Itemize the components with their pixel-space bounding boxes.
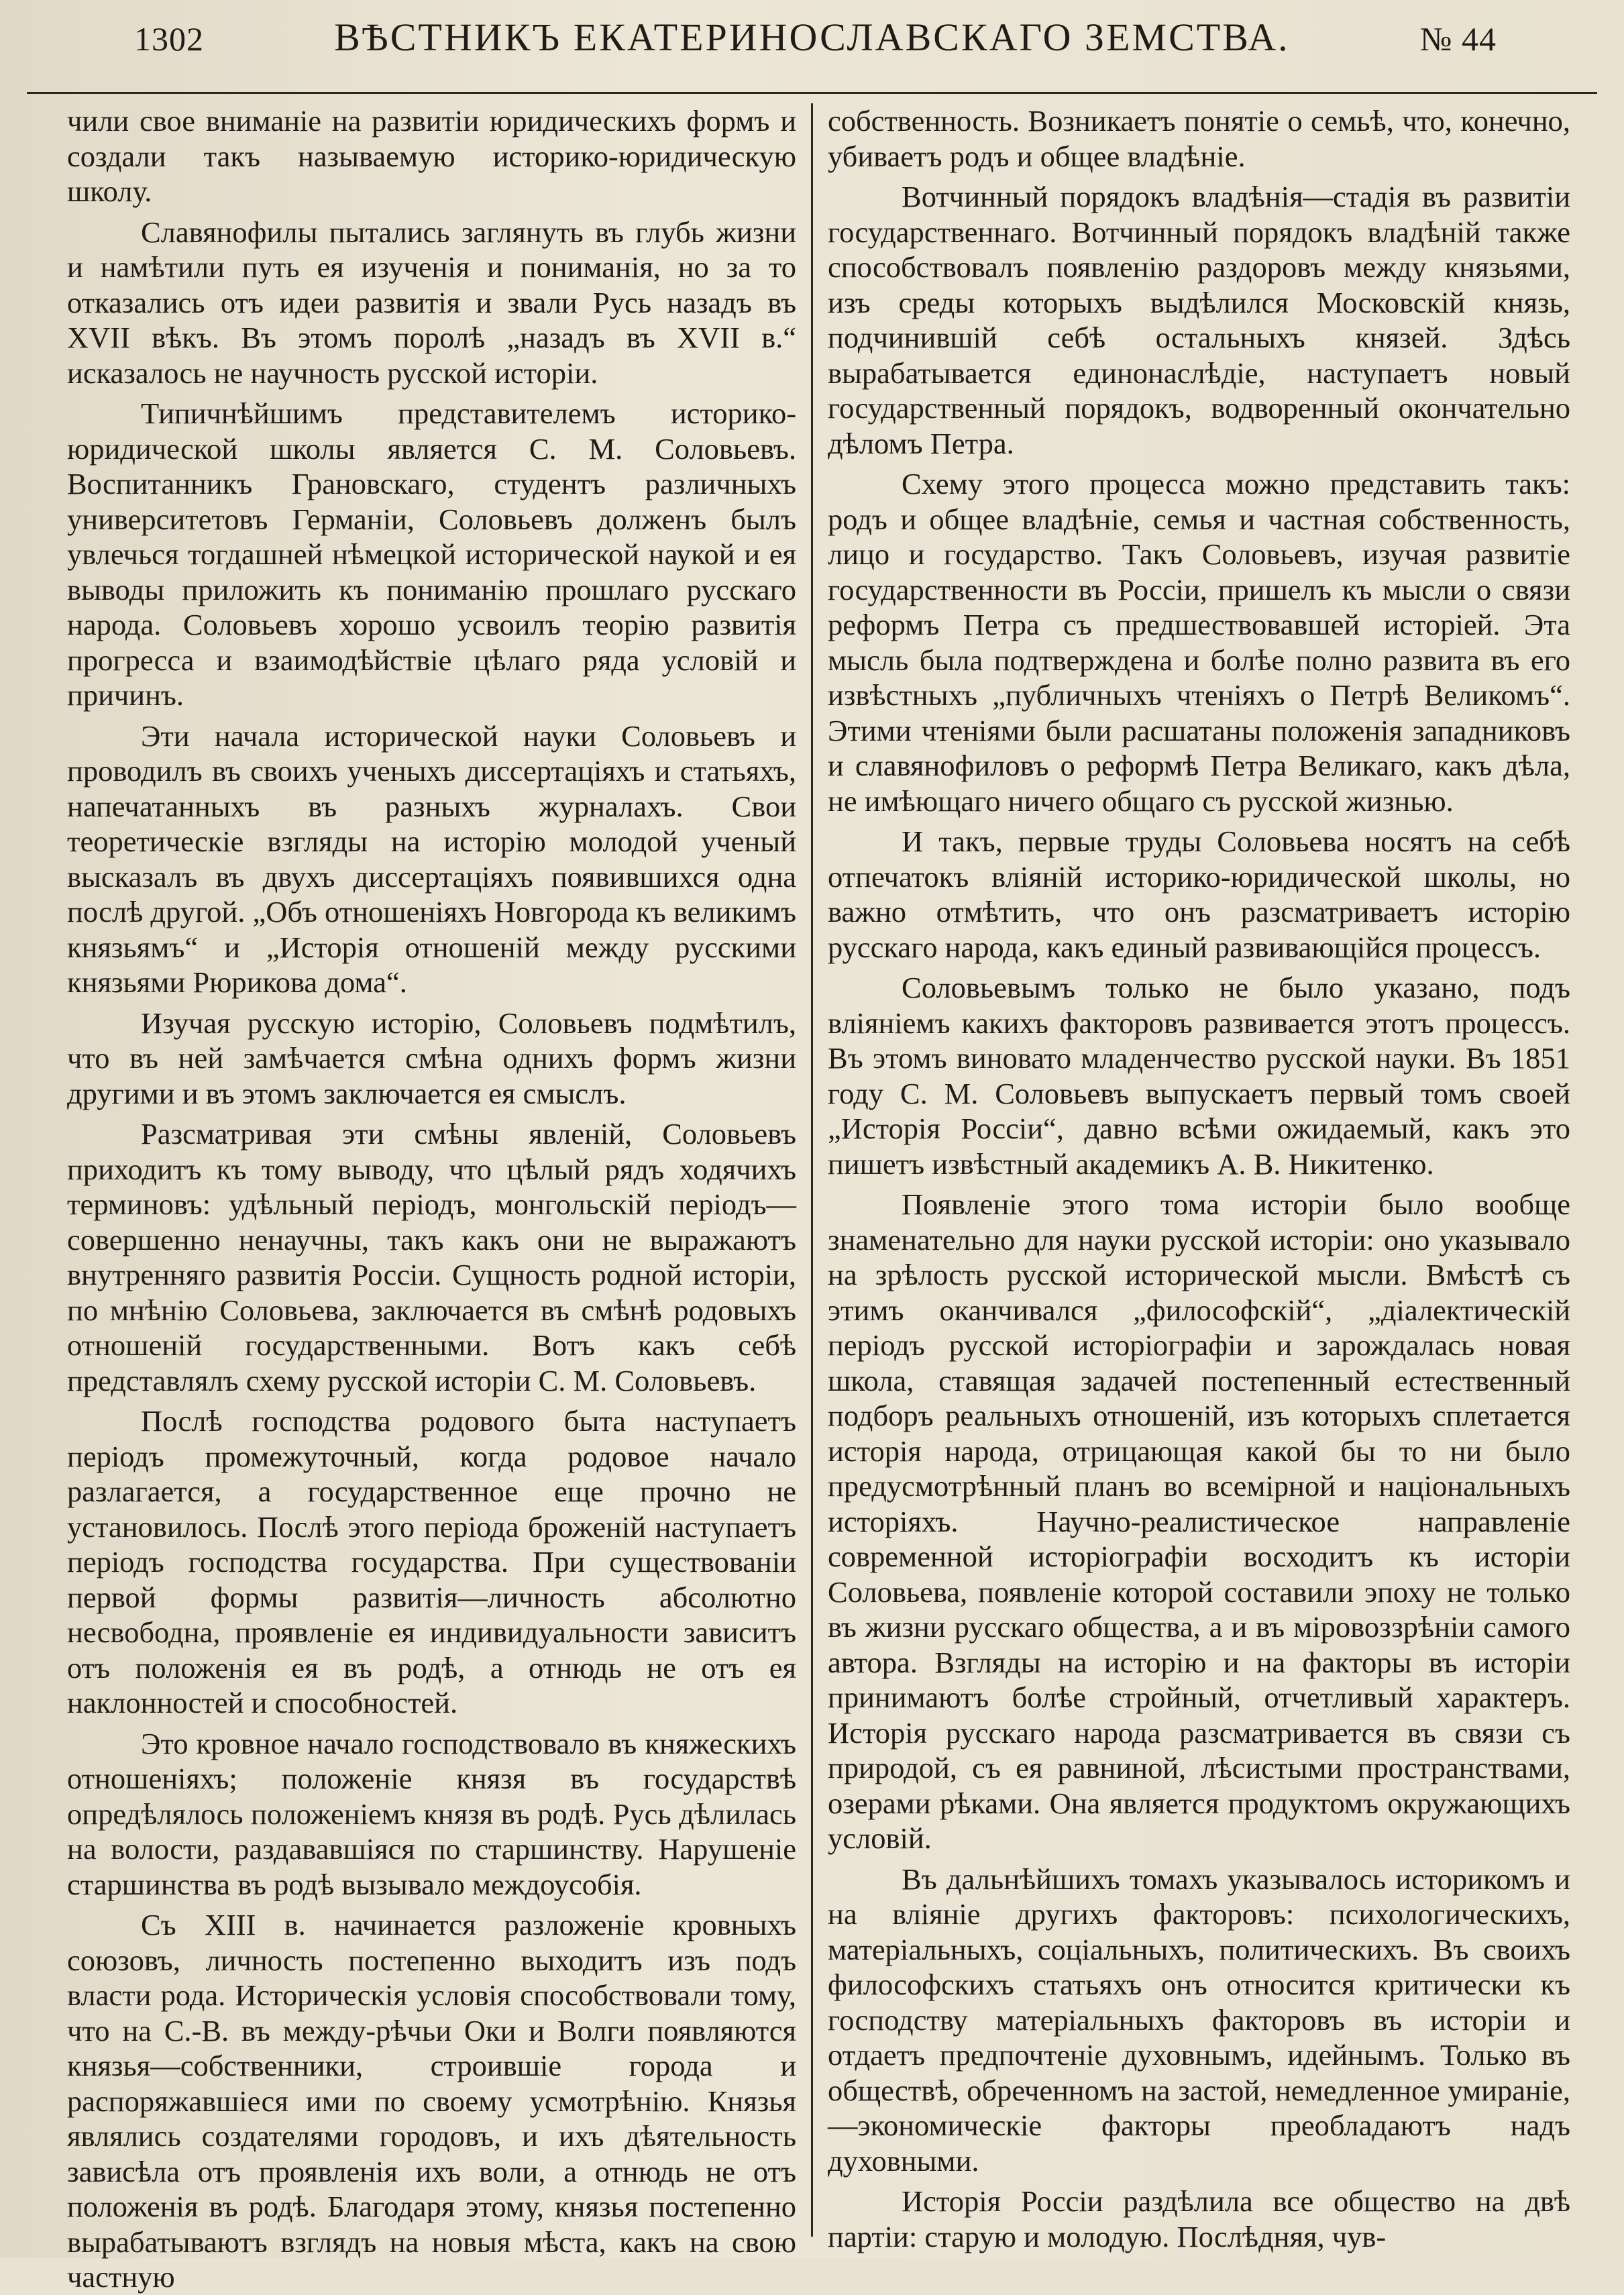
- paragraph: Вотчинный порядокъ владѣнія—стадія въ развитіи государственнаго. Вотчинный порядокъ владѣній также способствовалъ появленію раздоровъ между князьями, изъ среды которыхъ выдѣлился Московскій князь, подчинившій себѣ остальныхъ князей. Здѣсь вырабатывается единонаслѣдіе, наступаетъ новый государственный порядокъ, водворенный окончательно дѣломъ Петра.: [828, 180, 1571, 460]
- paragraph: чили свое вниманіе на развитіи юридическихъ формъ и создали такъ называемую историко-юридическую школу.: [67, 104, 797, 208]
- paragraph: Соловьевымъ только не было указано, подъ вліяніемъ какихъ факторовъ развивается этотъ процессъ. Въ этомъ виновато младенчество русской науки. Въ 1851 году С. М. Соловьевъ выпускаетъ первый томъ своей „Исторія Россіи“, давно всѣми ожидаемый, какъ это пишетъ извѣстный академикъ А. В. Никитенко.: [828, 971, 1571, 1181]
- right-column: [813, 103, 1597, 2253]
- paragraph: Это кровное начало господствовало въ княжескихъ отношеніяхъ; положеніе князя въ государствѣ опредѣлялось положеніемъ князя въ родѣ. Русь дѣлилась на волости, раздававшіяся по старшинству. Нарушеніе старшинства въ родѣ вызывало междоусобія.: [67, 1726, 797, 1901]
- paragraph: Схему этого процесса можно представить такъ: родъ и общее владѣніе, семья и частная собственность, лицо и государство. Такъ Соловьевъ, изучая развитіе государственности въ Россіи, пришелъ къ мысли о связи реформъ Петра съ предшествовавшей исторіей. Эта мысль была подтверждена и болѣе полно развита въ его извѣстныхъ „публичныхъ чтеніяхъ о Петрѣ Великомъ“. Этими чтеніями были расшатаны положенія западниковъ и славянофиловъ о реформѣ Петра Великаго, какъ дѣла, не имѣющаго ничего общаго съ русской жизнью.: [828, 467, 1571, 818]
- page-number: 1302: [134, 20, 204, 58]
- paragraph: Славянофилы пытались заглянуть въ глубь жизни и намѣтили путь ея изученія и пониманія, но за то отказались отъ идеи развитія и звали Русь назадъ въ XVII вѣкъ. Въ этомъ поролѣ „назадъ въ XVII в.“ исказалось не научность русской исторіи.: [67, 215, 797, 390]
- paragraph: собственность. Возникаетъ понятіе о семьѣ, что, конечно, убиваетъ родъ и общее владѣніе.: [828, 104, 1571, 173]
- paragraph: Разсматривая эти смѣны явленій, Соловьевъ приходитъ къ тому выводу, что цѣлый рядъ ходячихъ терминовъ: удѣльный періодъ, монгольскій періодъ—совершенно ненаучны, такъ какъ они не выражаютъ внутренняго развитія Россіи. Сущность родной исторіи, по мнѣнію Соловьева, заключается въ смѣнѣ родовыхъ отношеній государственными. Вотъ какъ себѣ представлялъ схему русской исторіи С. М. Соловьевъ.: [67, 1117, 797, 1397]
- paragraph: Эти начала исторической науки Соловьевъ и проводилъ въ своихъ ученыхъ диссертаціяхъ и статьяхъ, напечатанныхъ въ разныхъ журналахъ. Свои теоретическіе взгляды на исторію молодой ученый высказалъ въ двухъ диссертаціяхъ появившихся одна послѣ другой. „Объ отношеніяхъ Новгорода къ великимъ князьямъ“ и „Исторія отношеній между русскими князьями Рюрикова дома“.: [67, 718, 797, 999]
- paragraph: Послѣ господства родового быта наступаетъ періодъ промежуточный, когда родовое начало разлагается, а государственное еще прочно не установилось. Послѣ этого періода броженій наступаетъ періодъ господства государства. При существованіи первой формы развитія—личность абсолютно несвободна, проявленіе ея индивидуальности зависитъ отъ положенія ея въ родѣ, а отнюдь не отъ ея наклонностей и способностей.: [67, 1404, 797, 1719]
- paragraph: И такъ, первые труды Соловьева носятъ на себѣ отпечатокъ вліяній историко-юридической школы, но важно отмѣтить, что онъ разсматриваетъ исторію русскаго народа, какъ единый развивающійся процессъ.: [828, 824, 1571, 964]
- page-header: [27, 15, 1597, 94]
- journal-title: ВѢСТНИКЪ ЕКАТЕРИНОСЛАВСКАГО ЗЕМСТВА.: [334, 15, 1290, 59]
- paragraph: Появленіе этого тома исторіи было вообще знаменательно для науки русской исторіи: оно указывало на зрѣлость русской исторической мысли. Вмѣстѣ съ этимъ оканчивался „философскій“, „діалектическій періодъ русской исторіографіи и зарождалась новая школа, ставящая задачей постепенный естественный подборъ реальныхъ отношеній, изъ которыхъ сплетается исторія народа, отрицающая какой бы то ни было предусмотрѣнный планъ во всемірной и національныхъ исторіяхъ. Научно-реалистическое направленіе современной исторіографіи восходитъ къ исторіи Соловьева, появленіе которой составили эпоху не только въ жизни русскаго общества, а и въ міровоззрѣніи самого автора. Взгляды на исторію и на факторы въ исторіи принимаютъ болѣе стройный, отчетливый характеръ. Исторія русскаго народа разсматривается въ связи съ природой, съ ея равниной, лѣсистыми пространствами, озерами рѣками. Она является продуктомъ окружающихъ условій.: [828, 1187, 1571, 1855]
- issue-number: № 44: [1419, 20, 1497, 58]
- left-column: [27, 103, 811, 2294]
- paragraph: Типичнѣйшимъ представителемъ историко-юридической школы является С. М. Соловьевъ. Воспитанникъ Грановскаго, студентъ различныхъ университетовъ Германіи, Соловьевъ долженъ былъ увлечься тогдашней нѣмецкой исторической наукой и ея выводы приложить къ пониманію прошлаго русскаго народа. Соловьевъ хорошо усвоилъ теорію развитія прогресса и взаимодѣйствіе цѣлаго ряда условій и причинъ.: [67, 396, 797, 712]
- article-columns: [27, 103, 1597, 2294]
- paragraph: Исторія Россіи раздѣлила все общество на двѣ партіи: старую и молодую. Послѣдняя, чув-: [828, 2184, 1571, 2253]
- paragraph: Изучая русскую исторію, Соловьевъ подмѣтилъ, что въ ней замѣчается смѣна однихъ формъ жизни другими и въ этомъ заключается ея смыслъ.: [67, 1006, 797, 1110]
- paragraph: Въ дальнѣйшихъ томахъ указывалось историкомъ и на вліяніе другихъ факторовъ: психологическихъ, матеріальныхъ, соціальныхъ, политическихъ. Въ своихъ философскихъ статьяхъ онъ относится критически къ господству матеріальныхъ факторовъ въ исторіи и отдаетъ предпочтеніе духовнымъ, идейнымъ. Только въ обществѣ, обреченномъ на застой, немедленное умираніе,—экономическіе факторы преобладаютъ надъ духовными.: [828, 1862, 1571, 2178]
- paragraph: Съ XIII в. начинается разложеніе кровныхъ союзовъ, личность постепенно выходитъ изъ подъ власти рода. Историческія условія способствовали тому, что на С.-В. въ между-рѣчьи Оки и Волги появляются князья—собственники, строившіе города и распоряжавшіеся ими по своему усмотрѣнію. Князья являлись создателями городовъ, и ихъ дѣятельность зависѣла отъ проявленія ихъ воли, а отнюдь не отъ положенія въ родѣ. Благодаря этому, князья постепенно вырабатываютъ взглядъ на новыя мѣста, какъ на свою частную: [67, 1908, 797, 2294]
